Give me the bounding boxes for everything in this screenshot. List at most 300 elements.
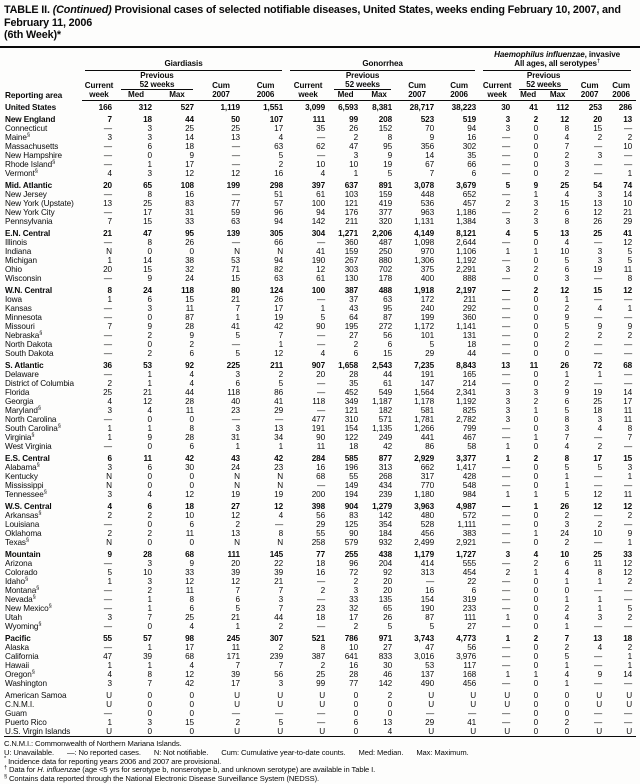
value-cell: 8 [189, 595, 194, 604]
value-cell: — [502, 481, 511, 490]
value-cell: — [624, 379, 633, 388]
value-cell: 71 [231, 265, 240, 274]
value-cell: — [624, 709, 633, 718]
table-row [4, 481, 636, 490]
value-cell: 1,186 [456, 208, 477, 217]
value-cell: 662 [420, 463, 435, 472]
value-cell: — [594, 274, 603, 283]
value-cell: 441 [420, 433, 435, 442]
value-cell: 107 [269, 115, 284, 124]
value-cell: 176 [344, 208, 359, 217]
value-cell: — [594, 718, 603, 727]
value-cell: 4 [597, 304, 603, 313]
value-cell: 0 [533, 349, 539, 358]
value-cell: — [594, 313, 603, 322]
value-cell: 3 [107, 406, 112, 415]
reporting-area-cell: North Dakota [5, 340, 53, 349]
reporting-area-cell: New York (Upstate) [5, 199, 74, 208]
value-cell: — [502, 340, 511, 349]
value-cell: 1 [147, 643, 152, 652]
value-cell: 61 [316, 274, 326, 283]
value-cell: 11 [316, 442, 326, 451]
value-cell: 1,271 [338, 229, 359, 238]
value-cell: 0 [189, 415, 194, 424]
value-cell: 26 [185, 238, 194, 247]
value-cell: 0 [533, 340, 539, 349]
value-cell: 3 [235, 424, 240, 433]
value-cell: 68 [185, 550, 194, 559]
value-cell: 83 [185, 199, 194, 208]
value-cell: 147 [420, 379, 435, 388]
value-cell: 7 [278, 661, 284, 670]
value-cell: 6 [189, 520, 194, 529]
value-cell: 1 [147, 379, 152, 388]
value-cell: 8 [147, 670, 152, 679]
value-cell: 6 [235, 595, 240, 604]
value-cell: 877 [378, 454, 393, 463]
reporting-area-cell: Maine§ [5, 132, 30, 142]
value-cell: 5 [278, 379, 284, 388]
value-cell: 27 [349, 331, 359, 340]
value-cell: — [103, 208, 112, 217]
value-cell: 63 [274, 142, 284, 151]
reporting-area-cell: Mountain [5, 550, 41, 559]
value-cell: 15 [560, 199, 570, 208]
value-cell: 21 [103, 229, 112, 238]
value-cell: — [316, 406, 326, 415]
value-cell: 4 [597, 643, 603, 652]
value-cell: — [316, 295, 326, 304]
value-cell: 1 [564, 577, 570, 586]
value-cell: 25 [316, 670, 326, 679]
value-cell: N [106, 247, 112, 256]
table-row [4, 547, 636, 559]
value-cell: 13 [560, 229, 570, 238]
value-cell: 96 [349, 559, 359, 568]
value-cell: 2 [533, 397, 539, 406]
value-cell: 10 [143, 568, 152, 577]
value-cell: 10 [593, 529, 603, 538]
value-cell: N [277, 481, 284, 490]
value-cell: 47 [425, 643, 435, 652]
value-cell: 2 [353, 622, 359, 631]
value-cell: 122 [344, 433, 359, 442]
value-cell: — [316, 133, 326, 142]
value-cell: 15 [593, 286, 603, 295]
weeks52-label: 52 weeks [121, 80, 193, 90]
value-cell: 3 [147, 133, 152, 142]
cum-label: Cum [408, 80, 426, 90]
value-cell: 6 [147, 502, 152, 511]
table-row [4, 124, 636, 133]
value-cell: 907 [311, 361, 326, 370]
table-row [4, 283, 636, 295]
value-cell: 19 [593, 265, 603, 274]
table-body [4, 101, 636, 737]
value-cell: 438 [378, 550, 393, 559]
value-cell: — [316, 379, 326, 388]
value-cell: 1 [107, 718, 112, 727]
value-cell: 4 [564, 670, 570, 679]
value-cell: 7 [107, 217, 112, 226]
value-cell: 18 [185, 142, 194, 151]
section-marker: § [31, 669, 35, 676]
value-cell: 10 [349, 643, 359, 652]
table-row [4, 670, 636, 679]
value-cell: 2 [533, 115, 539, 124]
value-cell: 15 [231, 274, 240, 283]
med-label: Med [116, 90, 156, 101]
value-cell: U [428, 727, 435, 736]
value-cell: 239 [269, 652, 284, 661]
value-cell: 0 [533, 691, 539, 700]
value-cell: 0 [564, 691, 570, 700]
value-cell: — [502, 151, 511, 160]
value-cell: 28,717 [409, 103, 435, 112]
value-cell: 523 [420, 115, 435, 124]
table-row [4, 190, 636, 199]
value-cell: 4 [597, 424, 603, 433]
table-row [4, 265, 636, 274]
value-cell: 8 [189, 424, 194, 433]
value-cell: 1 [533, 529, 539, 538]
value-cell: 108 [180, 181, 194, 190]
table-row [4, 709, 636, 718]
value-cell: 56 [467, 643, 477, 652]
section-marker: § [34, 168, 38, 175]
value-cell: 1 [627, 652, 633, 661]
reporting-area-cell: Nevada§ [5, 594, 36, 604]
value-cell: 42 [274, 454, 284, 463]
value-cell: 47 [143, 229, 152, 238]
value-cell: 90 [316, 433, 326, 442]
value-cell: 239 [378, 490, 393, 499]
value-cell: — [231, 160, 240, 169]
value-cell: 28 [185, 433, 194, 442]
reporting-area-cell: Alabama§ [5, 462, 40, 472]
value-cell: 20 [383, 577, 393, 586]
value-cell: 5 [107, 568, 112, 577]
value-cell: 17 [349, 613, 359, 622]
value-cell: — [502, 529, 511, 538]
value-cell: 4 [533, 550, 539, 559]
value-cell: 2 [627, 613, 633, 622]
value-cell: 0 [189, 700, 194, 709]
value-cell: 6 [564, 559, 570, 568]
value-cell: 641 [344, 652, 359, 661]
weeks52-header [329, 80, 396, 90]
value-cell: 7 [278, 586, 284, 595]
value-cell: 0 [189, 727, 194, 736]
reporting-area-cell: Oklahoma [5, 529, 42, 538]
value-cell: 42 [185, 679, 194, 688]
value-cell: 1,111 [457, 520, 477, 529]
value-cell: 5 [627, 604, 633, 613]
value-cell: 208 [378, 115, 393, 124]
value-cell: 5 [235, 604, 240, 613]
value-cell: 2 [564, 151, 570, 160]
value-cell: 1,172 [414, 322, 435, 331]
value-cell: 519 [462, 115, 477, 124]
value-cell: 214 [462, 379, 477, 388]
value-cell: 1 [235, 622, 240, 631]
value-cell: 44 [274, 613, 284, 622]
value-cell: — [594, 661, 603, 670]
value-cell: 13 [593, 199, 603, 208]
value-cell: — [502, 304, 511, 313]
value-cell: 4 [564, 613, 570, 622]
value-cell: 4 [564, 568, 570, 577]
value-cell: 0 [147, 247, 152, 256]
value-cell: 414 [420, 559, 435, 568]
value-cell: 77 [316, 550, 326, 559]
value-cell: 1,658 [338, 361, 359, 370]
value-cell: 87 [383, 313, 393, 322]
value-cell: 0 [147, 727, 152, 736]
value-cell: 3 [597, 151, 603, 160]
value-cell: 1 [107, 433, 112, 442]
value-cell: — [502, 286, 511, 295]
value-cell: U [596, 700, 603, 709]
value-cell: — [624, 349, 633, 358]
previous-header-row [4, 71, 636, 80]
reporting-area-cell: North Carolina [5, 415, 57, 424]
year-2007-label: 2007 [396, 90, 438, 101]
value-cell: 3,976 [456, 652, 477, 661]
value-cell: 3 [505, 415, 511, 424]
value-cell: 319 [462, 595, 477, 604]
value-cell: 25 [185, 613, 194, 622]
value-cell: 130 [344, 274, 359, 283]
current-label: Current [482, 80, 512, 90]
table-row [4, 238, 636, 247]
value-cell: 1,135 [372, 424, 393, 433]
value-cell: 3 [597, 190, 603, 199]
table-row [4, 520, 636, 529]
value-cell: 2 [107, 379, 112, 388]
value-cell: 12 [185, 490, 194, 499]
value-cell: 8 [147, 238, 152, 247]
value-cell: 2,499 [414, 538, 435, 547]
table-row [4, 442, 636, 451]
value-cell: 1 [107, 577, 112, 586]
value-cell: 10 [349, 160, 359, 169]
table-row [4, 208, 636, 217]
value-cell: 3 [505, 217, 511, 226]
value-cell: 8 [627, 424, 633, 433]
value-cell: 1 [107, 295, 112, 304]
value-cell: — [624, 595, 633, 604]
value-cell: 44 [185, 115, 194, 124]
value-cell: 26 [274, 295, 284, 304]
value-cell: 3 [147, 169, 152, 178]
table-row [4, 499, 636, 511]
value-cell: 984 [462, 490, 477, 499]
value-cell: — [316, 340, 326, 349]
value-cell: — [231, 709, 240, 718]
value-cell: 2,782 [456, 415, 477, 424]
value-cell: 199 [226, 181, 240, 190]
value-cell: N [106, 538, 112, 547]
value-cell: — [103, 238, 112, 247]
value-cell: 5 [387, 622, 393, 631]
section-marker: § [26, 132, 30, 139]
value-cell: 18 [349, 442, 359, 451]
reporting-area-cell: Maryland§ [5, 405, 41, 415]
value-cell: 0 [533, 463, 539, 472]
value-cell: 0 [533, 442, 539, 451]
value-cell: 1 [533, 502, 539, 511]
year-2006-label: 2006 [606, 90, 636, 101]
value-cell: 2 [533, 286, 539, 295]
value-cell: 5 [564, 463, 570, 472]
table-row [4, 688, 636, 700]
value-cell: 68 [316, 472, 326, 481]
value-cell: — [624, 151, 633, 160]
value-cell: 28 [185, 322, 194, 331]
value-cell: 9 [533, 181, 539, 190]
value-cell: — [231, 190, 240, 199]
value-cell: — [103, 586, 112, 595]
star-marker: * [4, 756, 7, 763]
value-cell: N [234, 481, 240, 490]
reporting-area-header: Reporting area [5, 89, 63, 100]
value-cell: 2 [564, 643, 570, 652]
section-marker: § [32, 594, 36, 601]
value-cell: — [316, 151, 326, 160]
value-cell: 40 [231, 397, 240, 406]
value-cell: 35 [316, 124, 326, 133]
value-cell: 142 [311, 217, 326, 226]
value-cell: 0 [533, 295, 539, 304]
value-cell: 191 [311, 424, 326, 433]
value-cell: 349 [344, 397, 359, 406]
value-cell: 0 [533, 709, 539, 718]
value-cell: 25 [185, 124, 194, 133]
value-cell: — [231, 238, 240, 247]
value-cell: 2 [564, 718, 570, 727]
value-cell: 284 [311, 454, 326, 463]
value-cell: 0 [564, 700, 570, 709]
value-cell: — [624, 622, 633, 631]
value-cell: 31 [185, 208, 194, 217]
definition-item: Max: Maximum. [416, 747, 469, 757]
value-cell: 0 [147, 442, 152, 451]
table-row [4, 358, 636, 370]
value-cell: 14 [623, 190, 633, 199]
value-cell: 11 [185, 304, 194, 313]
value-cell: — [624, 124, 633, 133]
value-cell: 8 [597, 568, 603, 577]
value-cell: 95 [383, 142, 393, 151]
value-cell: 6 [189, 349, 194, 358]
value-cell: 16 [316, 463, 326, 472]
value-cell: 400 [420, 274, 435, 283]
footnote-dagger-pre: Data for [9, 765, 38, 775]
value-cell: 0 [564, 349, 570, 358]
table-row [4, 101, 636, 113]
reporting-area-cell: Florida [5, 388, 30, 397]
value-cell: 12 [231, 511, 240, 520]
value-cell: 86 [425, 442, 435, 451]
value-cell: 3 [353, 151, 359, 160]
value-cell: 68 [623, 361, 633, 370]
value-cell: 4 [564, 190, 570, 199]
value-cell: 3 [597, 247, 603, 256]
value-cell: 3 [505, 550, 511, 559]
value-cell: 0 [353, 709, 359, 718]
value-cell: 33 [185, 217, 194, 226]
reporting-area-cell: Virginia§ [5, 432, 35, 442]
value-cell: 7 [235, 661, 240, 670]
value-cell: 135 [378, 595, 393, 604]
value-cell: 124 [269, 286, 284, 295]
title-continued: (Continued) [52, 4, 112, 16]
value-cell: 585 [344, 454, 359, 463]
value-cell: 9 [147, 274, 152, 283]
value-cell: 139 [226, 229, 240, 238]
value-cell: 0 [353, 691, 359, 700]
title-text: Provisional cases of selected notifiable diseases, United States, weeks ending February 10, 2007, and February 11, 2006 [4, 4, 621, 29]
value-cell: 63 [274, 274, 284, 283]
value-cell: 16 [349, 661, 359, 670]
table-row [4, 490, 636, 499]
value-cell: 2,206 [372, 229, 393, 238]
value-cell: 1,266 [414, 424, 435, 433]
value-cell: — [103, 709, 112, 718]
value-cell: 25 [560, 181, 570, 190]
definition-item: U: Unavailable. [4, 747, 54, 757]
value-cell: 27 [383, 643, 393, 652]
value-cell: 0 [533, 133, 539, 142]
value-cell: 1 [147, 661, 152, 670]
value-cell: 8,843 [456, 361, 477, 370]
value-cell: U [626, 700, 633, 709]
value-cell: 21 [623, 208, 633, 217]
value-cell: 41 [467, 718, 477, 727]
value-cell: — [594, 433, 603, 442]
value-cell: 245 [226, 634, 240, 643]
value-cell: 184 [378, 529, 393, 538]
value-cell: U [277, 691, 284, 700]
value-cell: 1 [107, 424, 112, 433]
value-cell: 579 [344, 538, 359, 547]
value-cell: 0 [533, 652, 539, 661]
value-cell: 17 [143, 208, 152, 217]
value-cell: 13 [103, 199, 112, 208]
value-cell: 7 [564, 634, 570, 643]
value-cell: 904 [344, 502, 359, 511]
max-label: Max [542, 90, 573, 101]
table-row [4, 661, 636, 670]
value-cell: 3 [597, 256, 603, 265]
table-row [4, 112, 636, 124]
table-row [4, 226, 636, 238]
value-cell: 18 [467, 340, 477, 349]
value-cell: — [316, 577, 326, 586]
value-cell: 11 [143, 454, 152, 463]
value-cell: 233 [462, 604, 477, 613]
value-cell: 17 [593, 454, 603, 463]
value-cell: 963 [420, 208, 435, 217]
value-cell: 12 [274, 349, 284, 358]
weeks52-label: 52 weeks [334, 80, 391, 90]
table-header [4, 50, 636, 101]
table-row [4, 511, 636, 520]
definition-item: N: Not notifiable. [153, 747, 209, 757]
dagger-marker: † [4, 764, 8, 771]
value-cell: 66 [467, 160, 477, 169]
